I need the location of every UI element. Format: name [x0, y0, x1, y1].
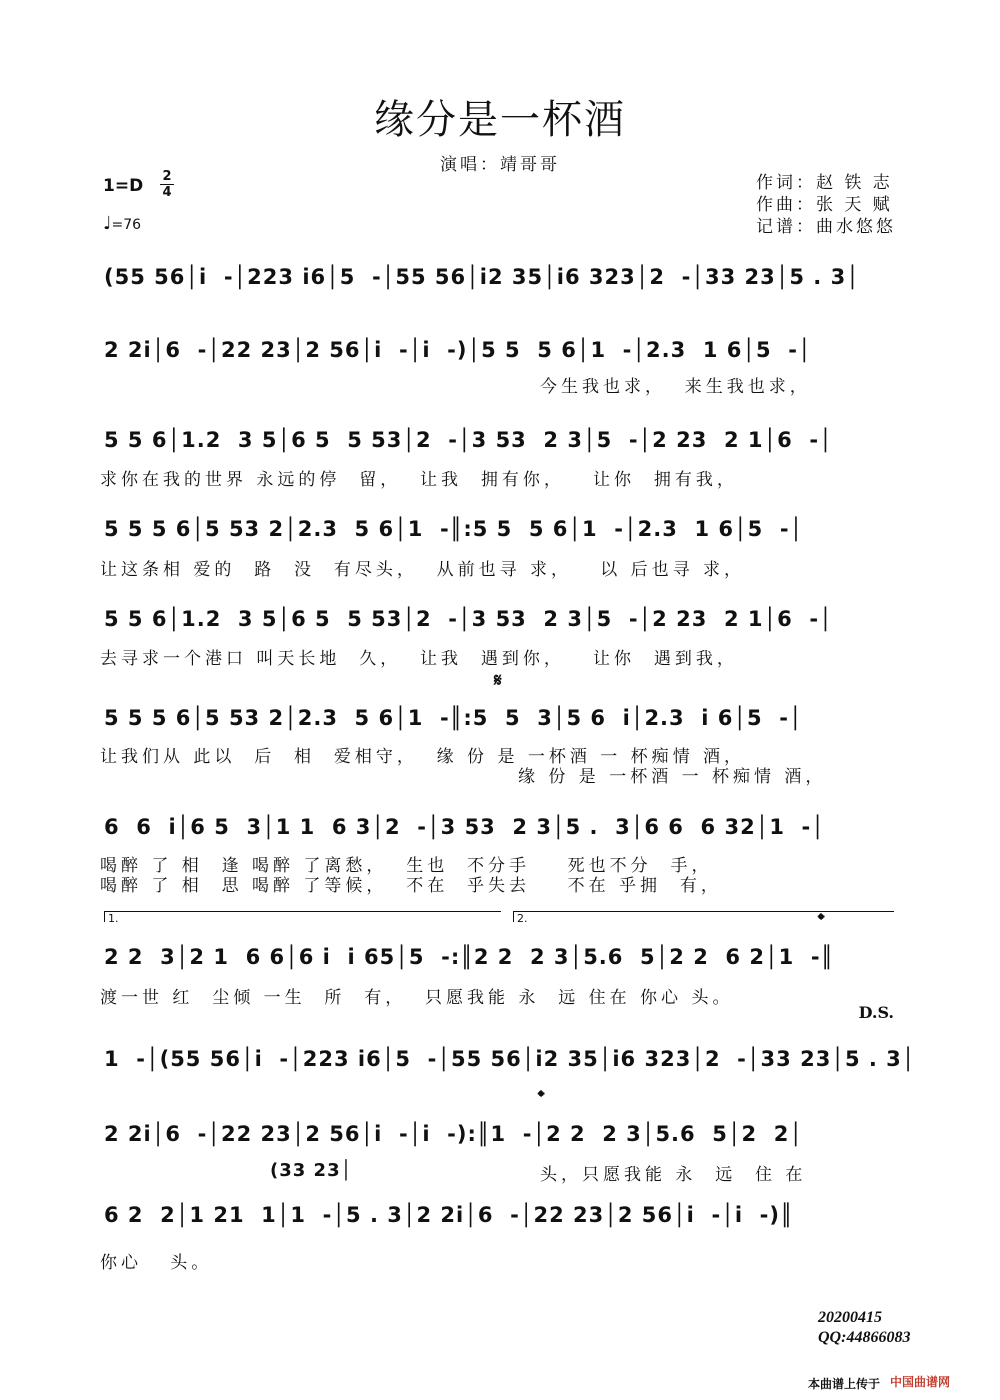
credits-block [756, 172, 896, 238]
singer-credit: 演唱：靖哥哥 [440, 155, 560, 175]
song-title: 缘分是一杯酒 [374, 97, 626, 143]
score-row-6 [100, 699, 900, 743]
coda-icon: 𝄌 [538, 1087, 545, 1108]
notation-line: 2 2i│6 -│22 23│2 56│i -│i -)│5 5 5 6│1 -│2.3 1 6│5 -│ [104, 338, 812, 362]
score-row-11 [100, 1196, 900, 1240]
upload-note: 本曲谱上传于 [808, 1377, 881, 1391]
notation-line: 2 2 3│2 1 6 6│6 i i 65│5 -:║2 2 2 3│5.6 5│2 2 6 2│1 -║ [104, 945, 835, 969]
notation-line: 2 2i│6 -│22 23│2 56│i -│i -):║1 -│2 2 2 3│5.6 5│2 2│ [104, 1122, 804, 1146]
lyric-line-1: 今生我也求， 来生我也求， [540, 377, 811, 397]
lyricist-credit: 作词：赵 铁 志 [756, 173, 893, 193]
score-row-1 [100, 258, 900, 302]
coda-icon: 𝄌 [818, 910, 825, 931]
tempo-marking [103, 213, 141, 234]
site-logo: 中国曲谱网 [890, 1375, 951, 1389]
composer-credit: 作曲：张 天 赋 [756, 195, 893, 215]
key-signature: 1=D [103, 176, 144, 196]
lyric-line-5b: 缘 份 是 一杯酒 一 杯痴情 酒， [518, 767, 827, 787]
lyric-line-7: 渡一世 红 尘倾 一生 所 有， 只愿我能 永 远 住在 你心 头。 [100, 988, 734, 1008]
score-row-10 [100, 1115, 900, 1159]
transcriber-credit: 记谱：曲水悠悠 [756, 217, 896, 237]
score-row-9 [100, 1040, 916, 1084]
score-row-5 [100, 600, 900, 644]
lyric-line-9: 你心 头。 [100, 1253, 213, 1273]
lyric-line-6: 喝醉 了 相 逢 喝醉 了离愁， 生也 不分手 死也不分 手， [100, 856, 713, 876]
tempo-value: =76 [111, 217, 142, 233]
lyric-line-4: 去寻求一个港口 叫天长地 久， 让我 遇到你， 让你 遇到我， [100, 649, 738, 669]
notation-line: 1 -│(55 56│i -│223 i6│5 -│55 56│i2 35│i6 323│2 -│33 23│5 . 3│ [104, 1047, 916, 1071]
optional-notes: (33 23│ [270, 1160, 353, 1181]
second-ending-bracket [513, 911, 894, 925]
segno-icon: 𝄋 [494, 670, 502, 691]
score-row-4 [100, 510, 900, 554]
score-row-2 [100, 331, 900, 375]
transcription-info [818, 1308, 910, 1348]
notation-line: (55 56│i -│223 i6│5 -│55 56│i2 35│i6 323│2 -│33 23│5 . 3│ [104, 265, 860, 289]
lyric-line-3: 让这条相 爱的 路 没 有尽头， 从前也寻 求， 以 后也寻 求， [100, 560, 746, 580]
notation-line: 6 6 i│6 5 3│1 1 6 3│2 -│3 53 2 3│5 . 3│6 6 6 32│1 -│ [104, 815, 825, 839]
second-ending-label: 2. [517, 912, 528, 925]
first-ending-label: 1. [108, 912, 119, 925]
score-row-3 [100, 421, 900, 465]
first-ending-bracket [104, 911, 501, 925]
score-row-7 [100, 808, 900, 852]
time-signature-top: 2 [162, 169, 172, 184]
notation-line: 5 5 6│1.2 3 5│6 5 5 53│2 -│3 53 2 3│5 -│2 23 2 1│6 -│ [104, 607, 833, 631]
notation-line: 5 5 5 6│5 53 2│2.3 5 6│1 -║:5 5 3│5 6 i│2.3 i 6│5 -│ [104, 706, 803, 730]
notation-line: 5 5 6│1.2 3 5│6 5 5 53│2 -│3 53 2 3│5 -│2 23 2 1│6 -│ [104, 428, 833, 452]
dal-segno-marking: D.S. [858, 1003, 894, 1022]
quarter-note-icon: ♩ [103, 213, 112, 234]
notation-line: 5 5 5 6│5 53 2│2.3 5 6│1 -║:5 5 5 6│1 -│2.3 1 6│5 -│ [104, 517, 804, 541]
transcription-date: 20200415 [818, 1309, 882, 1326]
score-row-8 [100, 938, 900, 982]
notation-line: 6 2 2│1 21 1│1 -│5 . 3│2 2i│6 -│22 23│2 56│i -│i -)║ [104, 1203, 794, 1227]
time-signature [160, 170, 174, 199]
lyric-line-5: 让我们从 此以 后 相 爱相守， 缘 份 是 一杯酒 一 杯痴情 酒， [100, 747, 746, 767]
time-signature-bottom: 4 [162, 185, 172, 200]
lyric-line-8: 头，只愿我能 永 远 住 在 [540, 1165, 807, 1185]
lyric-line-6b: 喝醉 了 相 思 喝醉 了等候， 不在 乎失去 不在 乎拥 有， [100, 876, 722, 896]
lyric-line-2: 求你在我的世界 永远的停 留， 让我 拥有你， 让你 拥有我， [100, 470, 738, 490]
contact-qq: QQ:44866083 [818, 1329, 911, 1346]
